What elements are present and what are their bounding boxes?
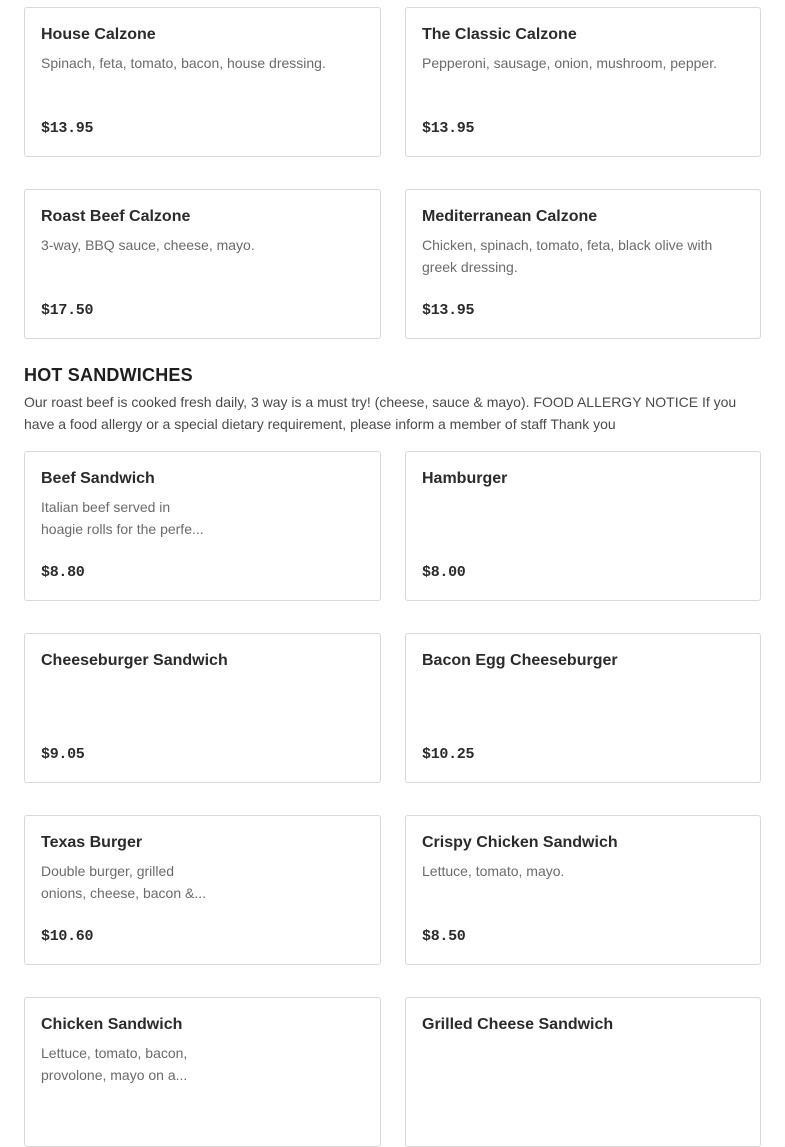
item-description: Spinach, feta, tomato, bacon, house dressing. — [41, 55, 326, 71]
item-price: $8.80 — [41, 564, 85, 581]
item-description: Italian beef served in hoagie rolls for the perfe... — [41, 499, 204, 537]
item-name: Bacon Egg Cheeseburger — [422, 652, 618, 669]
hot-sandwiches-section — [24, 364, 761, 435]
item-price: $8.00 — [422, 564, 466, 581]
item-description: Chicken, spinach, tomato, feta, black olive with greek dressing. — [422, 237, 713, 275]
hot-sandwiches-grid — [24, 451, 761, 1147]
menu-item-card[interactable] — [405, 189, 761, 339]
item-name: Grilled Cheese Sandwich — [422, 1016, 614, 1033]
item-name: Roast Beef Calzone — [41, 208, 191, 225]
item-price: $13.95 — [422, 120, 475, 137]
item-price: $13.95 — [422, 302, 475, 319]
item-price: $10.25 — [422, 746, 475, 763]
menu-item-card[interactable] — [405, 7, 761, 157]
section-title: HOT SANDWICHES — [24, 365, 193, 385]
item-name: Beef Sandwich — [41, 470, 155, 487]
item-description: Lettuce, tomato, mayo. — [422, 863, 565, 879]
item-name: The Classic Calzone — [422, 26, 577, 43]
item-name: Chicken Sandwich — [41, 1016, 183, 1033]
item-price: $8.50 — [422, 928, 466, 945]
item-price: $9.05 — [41, 746, 85, 763]
menu-item-card[interactable] — [405, 815, 761, 965]
menu-item-card[interactable] — [24, 997, 381, 1147]
item-description: Pepperoni, sausage, onion, mushroom, pepper. — [422, 55, 717, 71]
item-description: Lettuce, tomato, bacon, provolone, mayo on a... — [41, 1045, 188, 1083]
item-description: 3-way, BBQ sauce, cheese, mayo. — [41, 237, 255, 253]
menu-item-card[interactable] — [24, 633, 381, 783]
item-price: $13.95 — [41, 120, 94, 137]
item-name: Mediterranean Calzone — [422, 208, 598, 225]
menu-item-card[interactable] — [24, 7, 381, 157]
menu-item-card[interactable] — [405, 633, 761, 783]
menu-item-card[interactable] — [24, 815, 381, 965]
item-description: Double burger, grilled onions, cheese, bacon &... — [41, 863, 206, 901]
section-description: Our roast beef is cooked fresh daily, 3 way is a must try! (cheese, sauce & mayo). FOOD ALLERGY NOTICE If you have a food allergy or a special dietary requirement, please inform a member of staff Thank you — [24, 394, 737, 432]
item-name: Cheeseburger Sandwich — [41, 652, 228, 669]
item-name: Crispy Chicken Sandwich — [422, 834, 618, 851]
item-name: House Calzone — [41, 26, 156, 43]
item-price: $17.50 — [41, 302, 94, 319]
item-name: Texas Burger — [41, 834, 143, 851]
menu-item-card[interactable] — [24, 189, 381, 339]
item-price: $10.60 — [41, 928, 94, 945]
calzone-grid — [24, 7, 761, 339]
item-name: Hamburger — [422, 470, 508, 487]
menu-item-card[interactable] — [405, 997, 761, 1147]
menu-item-card[interactable] — [24, 451, 381, 601]
menu-item-card[interactable] — [405, 451, 761, 601]
